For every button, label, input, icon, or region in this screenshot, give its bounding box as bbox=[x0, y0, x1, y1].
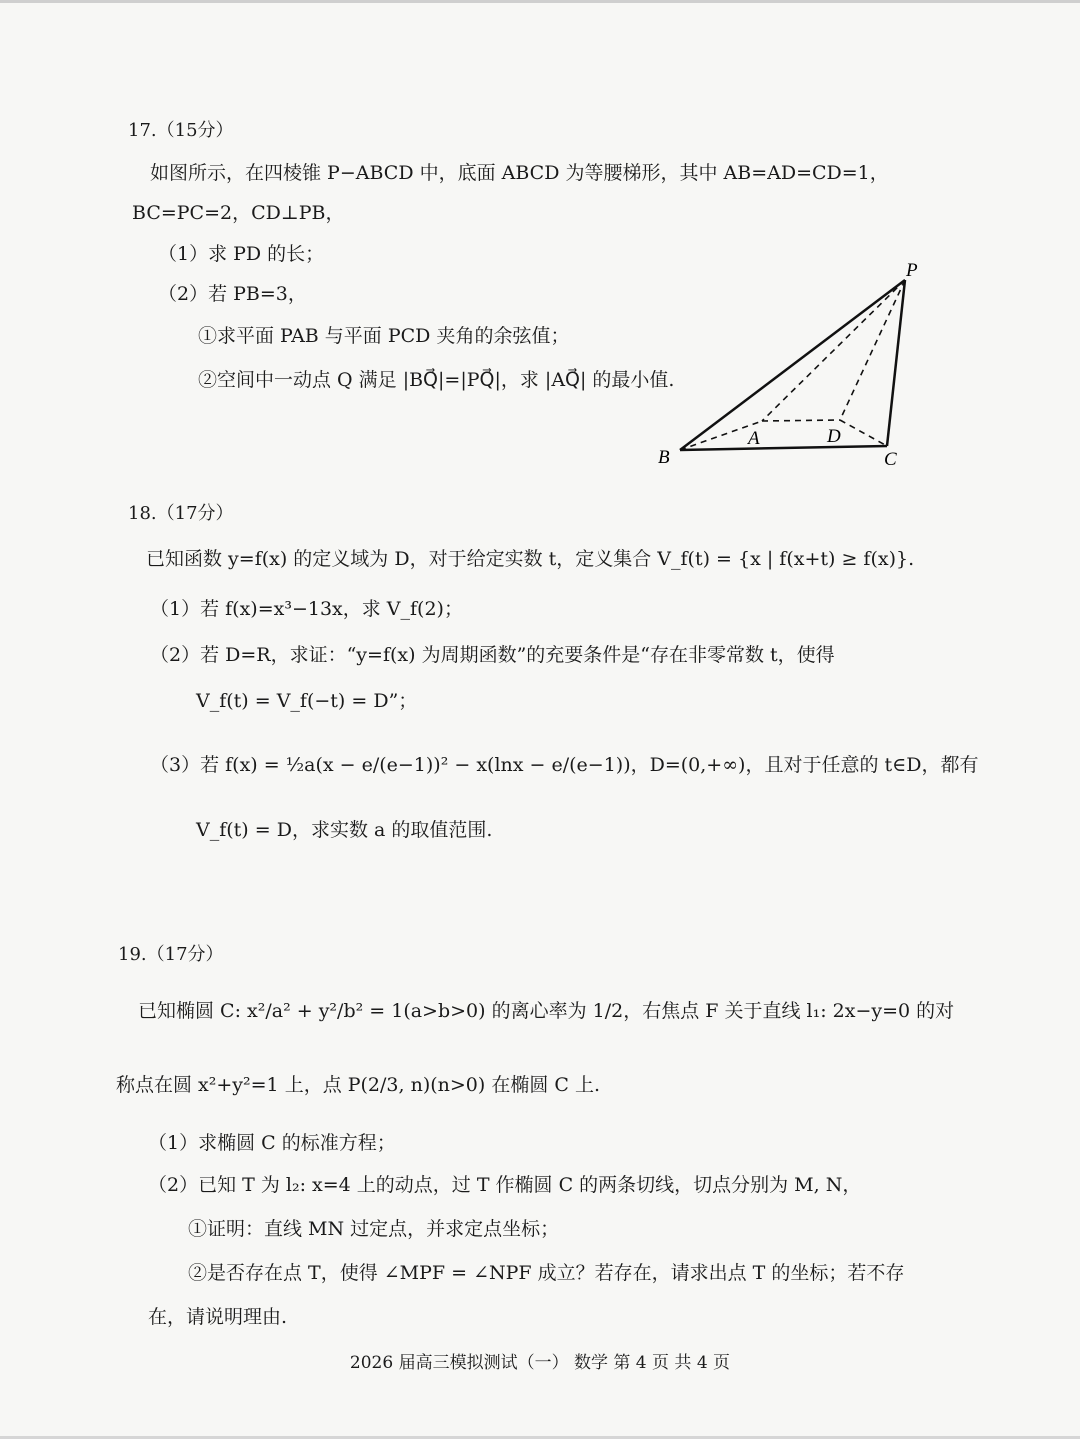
q18-stem: 已知函数 y=f(x) 的定义域为 D，对于给定实数 t，定义集合 V_f(t) = {x | f(x+t) ≥ f(x)}. bbox=[146, 548, 915, 570]
edge-AD bbox=[762, 420, 840, 421]
label-B: B bbox=[658, 447, 670, 468]
q17-stem-line1: 如图所示，在四棱锥 P−ABCD 中，底面 ABCD 为等腰梯形，其中 AB=AD=CD=1， bbox=[150, 162, 889, 184]
q18-part3-line1: （3）若 f(x) = ½a(x − e/(e−1))² − x(lnx − e/(e−1))，D=(0,+∞)，且对于任意的 t∈D，都有 bbox=[150, 754, 979, 776]
pyramid-figure bbox=[650, 258, 930, 473]
edge-PB bbox=[680, 280, 905, 450]
q19-sub2-line2: 在，请说明理由. bbox=[148, 1306, 288, 1328]
q19-part1: （1）求椭圆 C 的标准方程； bbox=[148, 1132, 396, 1154]
page-footer: 2026 届高三模拟测试（一） 数学 第 4 页 共 4 页 bbox=[349, 1353, 731, 1373]
q17-part1: （1）求 PD 的长； bbox=[158, 243, 325, 265]
edge-PD bbox=[840, 280, 905, 420]
q18-part1: （1）若 f(x)=x³−13x，求 V_f(2)； bbox=[150, 598, 463, 620]
edge-PC bbox=[887, 280, 905, 446]
edge-DC bbox=[840, 420, 887, 446]
q19-sub1: ①证明：直线 MN 过定点，并求定点坐标； bbox=[188, 1218, 560, 1240]
q18-part2-line1: （2）若 D=R，求证：“y=f(x) 为周期函数”的充要条件是“存在非零常数 t，使得 bbox=[150, 644, 835, 666]
label-C: C bbox=[884, 449, 897, 470]
q19-stem-line2: 称点在圆 x²+y²=1 上，点 P(2/3, n)(n>0) 在椭圆 C 上. bbox=[116, 1074, 600, 1096]
q19-header: 19.（17分） bbox=[118, 944, 224, 965]
q17-part2: （2）若 PB=3， bbox=[158, 283, 307, 305]
label-D: D bbox=[827, 426, 841, 447]
q18-header: 18.（17分） bbox=[128, 503, 234, 524]
q18-part3-line2: V_f(t) = D，求实数 a 的取值范围. bbox=[196, 819, 493, 841]
scan-edge-top bbox=[0, 0, 1080, 3]
q18-part2-line2: V_f(t) = V_f(−t) = D”； bbox=[196, 690, 418, 712]
edge-BC bbox=[680, 446, 887, 450]
q19-part2: （2）已知 T 为 l₂: x=4 上的动点，过 T 作椭圆 C 的两条切线，切点分别为 M, N， bbox=[148, 1174, 862, 1196]
label-A: A bbox=[748, 428, 760, 449]
q19-sub2-line1: ②是否存在点 T，使得 ∠MPF = ∠NPF 成立？若存在，请求出点 T 的坐标；若不存 bbox=[188, 1262, 905, 1284]
q17-sub1: ①求平面 PAB 与平面 PCD 夹角的余弦值； bbox=[198, 325, 570, 347]
edge-PA bbox=[762, 280, 905, 421]
q17-stem-line2: BC=PC=2，CD⊥PB， bbox=[132, 202, 345, 224]
q17-sub2: ②空间中一动点 Q 满足 |BQ⃗|=|PQ⃗|，求 |AQ⃗| 的最小值. bbox=[198, 369, 675, 391]
q17-header: 17.（15分） bbox=[128, 120, 234, 141]
label-P: P bbox=[906, 260, 918, 281]
q19-stem-line1: 已知椭圆 C: x²/a² + y²/b² = 1(a>b>0) 的离心率为 1/2，右焦点 F 关于直线 l₁: 2x−y=0 的对 bbox=[138, 1000, 955, 1022]
